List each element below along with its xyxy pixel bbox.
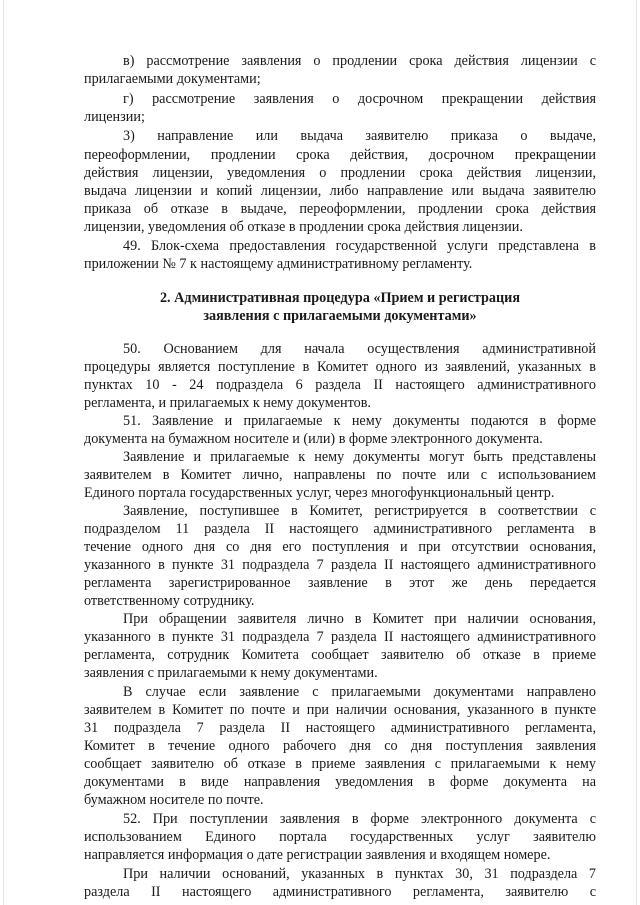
text-line: указанного в пункте 31 подраздела 7 раздела II настоящего административного <box>84 629 596 645</box>
text-line: Единого портала государственных услуг, через многофункциональный центр. <box>84 485 555 501</box>
text-line: 51. Заявление и прилагаемые к нему документы подаются в форме <box>123 413 596 429</box>
text-line: ответственному сотруднику. <box>84 593 255 609</box>
text-line: Заявление и прилагаемые к нему документы могут быть представлены <box>123 449 596 465</box>
section-heading: заявления с прилагаемыми документами» <box>203 308 477 324</box>
text-line: подразделом 11 раздела II настоящего административного регламента в <box>84 521 596 537</box>
text-line: приказа об отказе в выдаче, переоформлении, продлении срока действия <box>84 201 596 217</box>
section-heading: 2. Административная процедура «Прием и регистрация <box>159 290 521 306</box>
text-line: заявления с прилагаемыми к нему документами. <box>84 665 378 681</box>
text-line: сообщает заявителю об отказе в приеме заявления с прилагаемыми к нему <box>84 756 596 772</box>
text-line: процедуры является поступление в Комитет одного из заявлений, указанных в <box>84 359 596 375</box>
text-line: раздела II настоящего административного регламента, заявителю с <box>84 884 596 900</box>
text-line: направляется информация о дате регистрации заявления и входящем номере. <box>84 847 551 863</box>
text-line: приложении № 7 к настоящему административному регламенту. <box>84 256 473 272</box>
text-line: 3) направление или выдача заявителю приказа о выдаче, <box>123 128 596 144</box>
text-line: переоформлении, продлении срока действия, досрочном прекращении <box>84 147 596 163</box>
text-line: использованием Единого портала государственных услуг заявителю <box>84 829 596 845</box>
text-line: документа на бумажном носителе и (или) в форме электронного документа. <box>84 431 543 447</box>
text-line: 50. Основанием для начала осуществления административной <box>123 341 596 357</box>
text-line: бумажном носителе по почте. <box>84 792 264 808</box>
scan-edge-right <box>636 0 637 905</box>
text-line: заявителем в Комитет лично, направлены по почте или с использованием <box>84 467 596 483</box>
text-line: прилагаемыми документами; <box>84 71 261 87</box>
text-line: заявителем в Комитет по почте и при наличии основания, указанного в пункте <box>84 702 596 718</box>
text-line: 52. При поступлении заявления в форме электронного документа с <box>123 811 596 827</box>
text-line: 49. Блок-схема предоставления государственной услуги представлена в <box>123 238 596 254</box>
text-line: При обращении заявителя лично в Комитет при наличии основания, <box>123 611 596 627</box>
text-line: Комитет в течение одного рабочего дня со дня поступления заявления <box>84 738 596 754</box>
text-line: регламента, сотрудник Комитета сообщает заявителю об отказе в приеме <box>84 647 596 663</box>
text-line: регламента, и прилагаемых к нему документов. <box>84 395 371 411</box>
scan-edge-left <box>3 0 4 905</box>
text-line: указанного в пункте 31 подраздела 7 раздела II настоящего административного <box>84 557 596 573</box>
text-line: лицензии, уведомления об отказе в продлении срока действия лицензии. <box>84 219 523 235</box>
text-line: Заявление, поступившее в Комитет, регистрируется в соответствии с <box>123 503 596 519</box>
text-line: течение одного дня со дня его поступления и при отсутствии основания, <box>84 539 596 555</box>
text-line: в) рассмотрение заявления о продлении срока действия лицензии с <box>123 53 596 69</box>
text-line: лицензии; <box>84 109 145 125</box>
text-line: действия лицензии, уведомления о продлении срока действия лицензии, <box>84 165 596 181</box>
text-line: пунктах 10 - 24 подраздела 6 раздела II настоящего административного <box>84 377 596 393</box>
text-line: 31 подраздела 7 раздела II настоящего административного регламента, <box>84 720 596 736</box>
text-line: регламента зарегистрированное заявление в этот же день передается <box>84 575 596 591</box>
text-line: г) рассмотрение заявления о досрочном прекращении действия <box>123 91 596 107</box>
text-line: В случае если заявление с прилагаемыми документами направлено <box>123 684 596 700</box>
text-line: При наличии оснований, указанных в пунктах 30, 31 подраздела 7 <box>123 866 596 882</box>
text-line: выдача лицензии и копий лицензии, либо направление или выдача заявителю <box>84 183 596 199</box>
text-line: документами в виде направления уведомления в форме документа на <box>84 774 596 790</box>
